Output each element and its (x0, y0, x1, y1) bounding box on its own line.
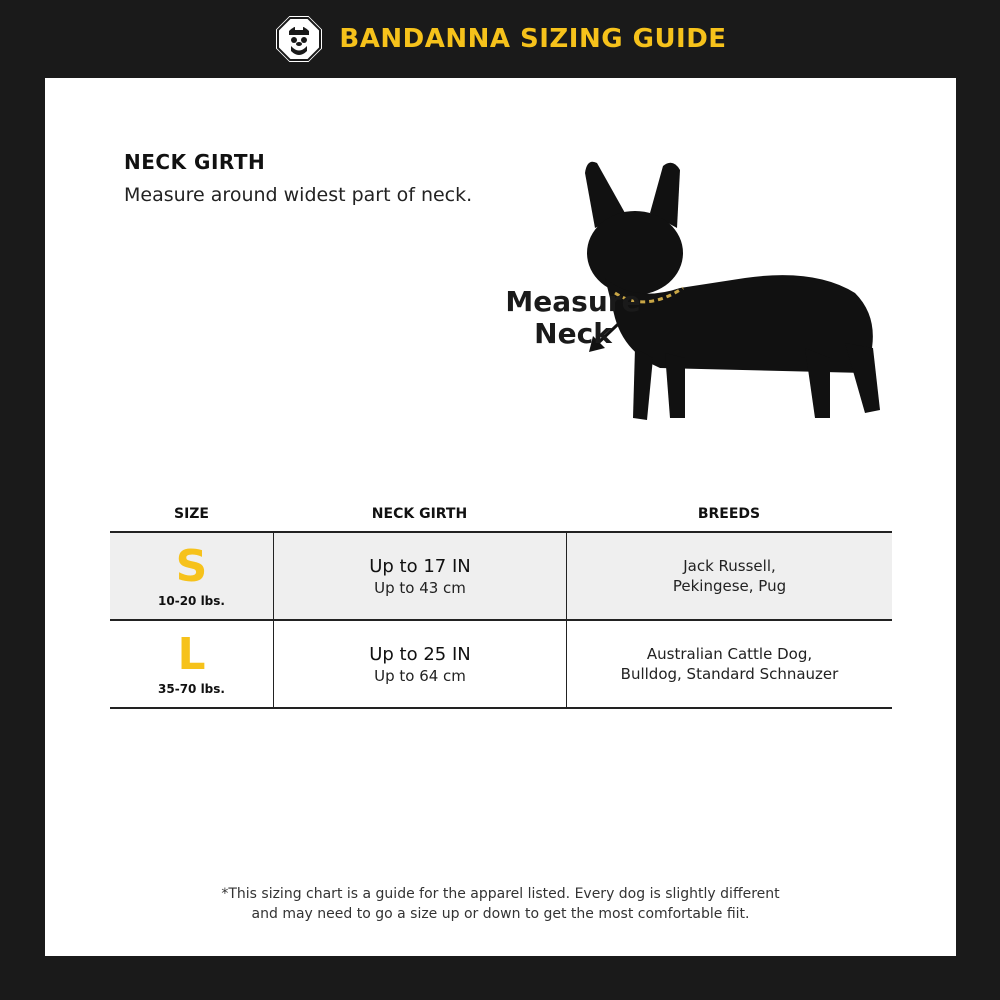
table-row (110, 621, 892, 709)
neck-girth-inches: Up to 17 IN (369, 555, 471, 577)
column-header-neck-girth: NECK GIRTH (371, 506, 468, 522)
column-header-breeds: BREEDS (697, 506, 761, 522)
dog-mascot-octagon-icon (273, 13, 325, 65)
measure-neck-label (493, 286, 653, 350)
measure-label-line2: Neck (534, 317, 612, 350)
footnote-line2: and may need to go a size up or down to get the most comfortable fiit. (251, 906, 750, 922)
neck-girth-cell (273, 621, 566, 707)
breeds-line: Australian Cattle Dog, (646, 645, 813, 663)
size-cell (110, 533, 273, 619)
neck-girth-heading: NECK GIRTH (124, 150, 266, 174)
neck-girth-cm: Up to 64 cm (374, 666, 466, 685)
neck-girth-description: Measure around widest part of neck. (124, 184, 473, 206)
breeds-line: Pekingese, Pug (672, 577, 787, 595)
french-bulldog-silhouette-icon (485, 118, 905, 438)
neck-girth-cell (273, 533, 566, 619)
measure-label-line1: Measure (505, 285, 641, 318)
breeds-text (673, 556, 786, 596)
sizing-table (110, 503, 892, 709)
size-weight: 10-20 lbs. (158, 594, 225, 608)
breeds-line: Jack Russell, (683, 557, 776, 575)
sizing-disclaimer (45, 884, 956, 924)
footnote-line1: *This sizing chart is a guide for the apparel listed. Every dog is slightly different (221, 886, 780, 902)
table-row (110, 533, 892, 621)
size-letter: L (177, 629, 206, 680)
size-cell (110, 621, 273, 707)
size-letter: S (175, 541, 208, 592)
column-header-size: SIZE (173, 506, 209, 522)
breeds-line: Bulldog, Standard Schnauzer (620, 665, 839, 683)
size-weight: 35-70 lbs. (158, 682, 225, 696)
neck-girth-cm: Up to 43 cm (374, 578, 466, 597)
breeds-cell (566, 621, 892, 707)
neck-girth-inches: Up to 25 IN (369, 643, 471, 665)
breeds-cell (566, 533, 892, 619)
breeds-text (621, 644, 839, 684)
page-title: BANDANNA SIZING GUIDE (339, 24, 727, 54)
page-header (0, 0, 1000, 78)
table-header-row (110, 503, 892, 533)
content-panel (45, 78, 956, 956)
